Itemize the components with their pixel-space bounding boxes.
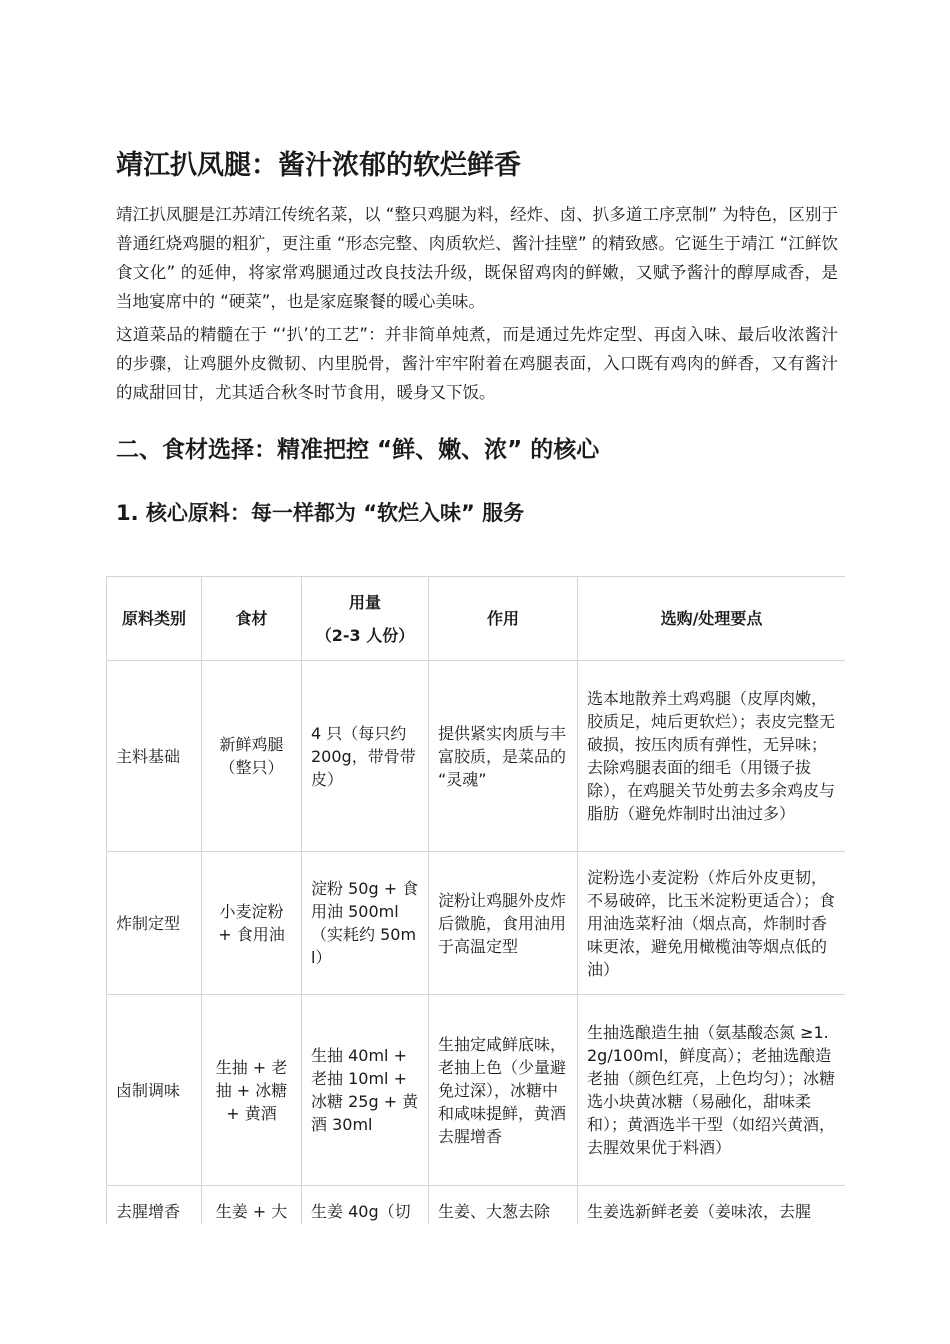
- cell-category: 去腥增香: [107, 1186, 202, 1225]
- cell-ingredient: 生姜 + 大: [202, 1186, 302, 1225]
- cell-purpose: 提供紧实肉质与丰富胶质，是菜品的 “灵魂”: [429, 661, 578, 852]
- header-purpose: 作用: [429, 577, 578, 661]
- cell-tips: 生姜选新鲜老姜（姜味浓，去腥: [578, 1186, 846, 1225]
- cell-amount: 生姜 40g（切: [302, 1186, 429, 1225]
- section-heading: 二、食材选择：精准把控 “鲜、嫩、浓” 的核心: [116, 437, 600, 463]
- header-amount-line1: 用量: [348, 592, 381, 612]
- header-tips: 选购/处理要点: [578, 577, 846, 661]
- table-row: [107, 1186, 846, 1225]
- cell-category: 卤制调味: [107, 995, 202, 1186]
- intro-paragraph: 靖江扒凤腿是江苏靖江传统名菜，以 “整只鸡腿为料，经炸、卤、扒多道工序烹制” 为特色，区别于普通红烧鸡腿的粗犷，更注重 “形态完整、肉质软烂、酱汁挂壁” 的精致感。它诞生于靖江 “江鲜饮食文化” 的延伸，将家常鸡腿通过改良技法升级，既保留鸡肉的鲜嫩，又赋予酱汁的醇厚咸香，是当地宴席中的 “硬菜”，也是家庭聚餐的暖心美味。: [116, 205, 838, 311]
- cell-amount: 4 只（每只约 200g，带骨带皮）: [302, 661, 429, 852]
- table-row: [107, 995, 846, 1186]
- ingredient-table-container: [106, 576, 845, 1224]
- cell-purpose: 生抽定咸鲜底味，老抽上色（少量避免过深），冰糖中和咸味提鲜，黄酒去腥增香: [429, 995, 578, 1186]
- cell-purpose: 生姜、大葱去除: [429, 1186, 578, 1225]
- cell-amount: 淀粉 50g + 食用油 500ml （实耗约 50ml）: [302, 852, 429, 995]
- header-amount-line2: （2-3 人份）: [315, 625, 415, 645]
- header-category: 原料类别: [107, 577, 202, 661]
- cell-ingredient: 新鲜鸡腿（整只）: [202, 661, 302, 852]
- table-row: [107, 852, 846, 995]
- cell-tips: 选本地散养土鸡鸡腿（皮厚肉嫩，胶质足，炖后更软烂）；表皮完整无破损，按压肉质有弹性，无异味；去除鸡腿表面的细毛（用镊子拔除），在鸡腿关节处剪去多余鸡皮与脂肪（避免炸制时出油过多）: [578, 661, 846, 852]
- cell-category: 主料基础: [107, 661, 202, 852]
- table-row: [107, 661, 846, 852]
- header-amount: [302, 577, 429, 661]
- craft-paragraph: 这道菜品的精髓在于 “‘扒’的工艺”：并非简单炖煮，而是通过先炸定型、再卤入味、最后收浓酱汁的步骤，让鸡腿外皮微韧、内里脱骨，酱汁牢牢附着在鸡腿表面，入口既有鸡肉的鲜香，又有酱汁的咸甜回甘，尤其适合秋冬时节食用，暖身又下饭。: [116, 325, 838, 402]
- header-ingredient: 食材: [202, 577, 302, 661]
- page-title: 靖江扒凤腿：酱汁浓郁的软烂鲜香: [116, 150, 521, 181]
- cell-ingredient: 小麦淀粉 + 食用油: [202, 852, 302, 995]
- ingredient-table: [106, 576, 845, 1224]
- cell-amount: 生抽 40ml + 老抽 10ml + 冰糖 25g + 黄酒 30ml: [302, 995, 429, 1186]
- cell-category: 炸制定型: [107, 852, 202, 995]
- subsection-heading: 1. 核心原料：每一样都为 “软烂入味” 服务: [116, 501, 525, 525]
- table-header-row: [107, 577, 846, 661]
- cell-purpose: 淀粉让鸡腿外皮炸后微脆，食用油用于高温定型: [429, 852, 578, 995]
- cell-tips: 生抽选酿造生抽（氨基酸态氮 ≥1.2g/100ml，鲜度高）；老抽选酿造老抽（颜色红亮，上色均匀）；冰糖选小块黄冰糖（易融化，甜味柔和）；黄酒选半干型（如绍兴黄酒，去腥效果优于料酒）: [578, 995, 846, 1186]
- cell-tips: 淀粉选小麦淀粉（炸后外皮更韧，不易破碎，比玉米淀粉更适合）；食用油选菜籽油（烟点高，炸制时香味更浓，避免用橄榄油等烟点低的油）: [578, 852, 846, 995]
- cell-ingredient: 生抽 + 老抽 + 冰糖 + 黄酒: [202, 995, 302, 1186]
